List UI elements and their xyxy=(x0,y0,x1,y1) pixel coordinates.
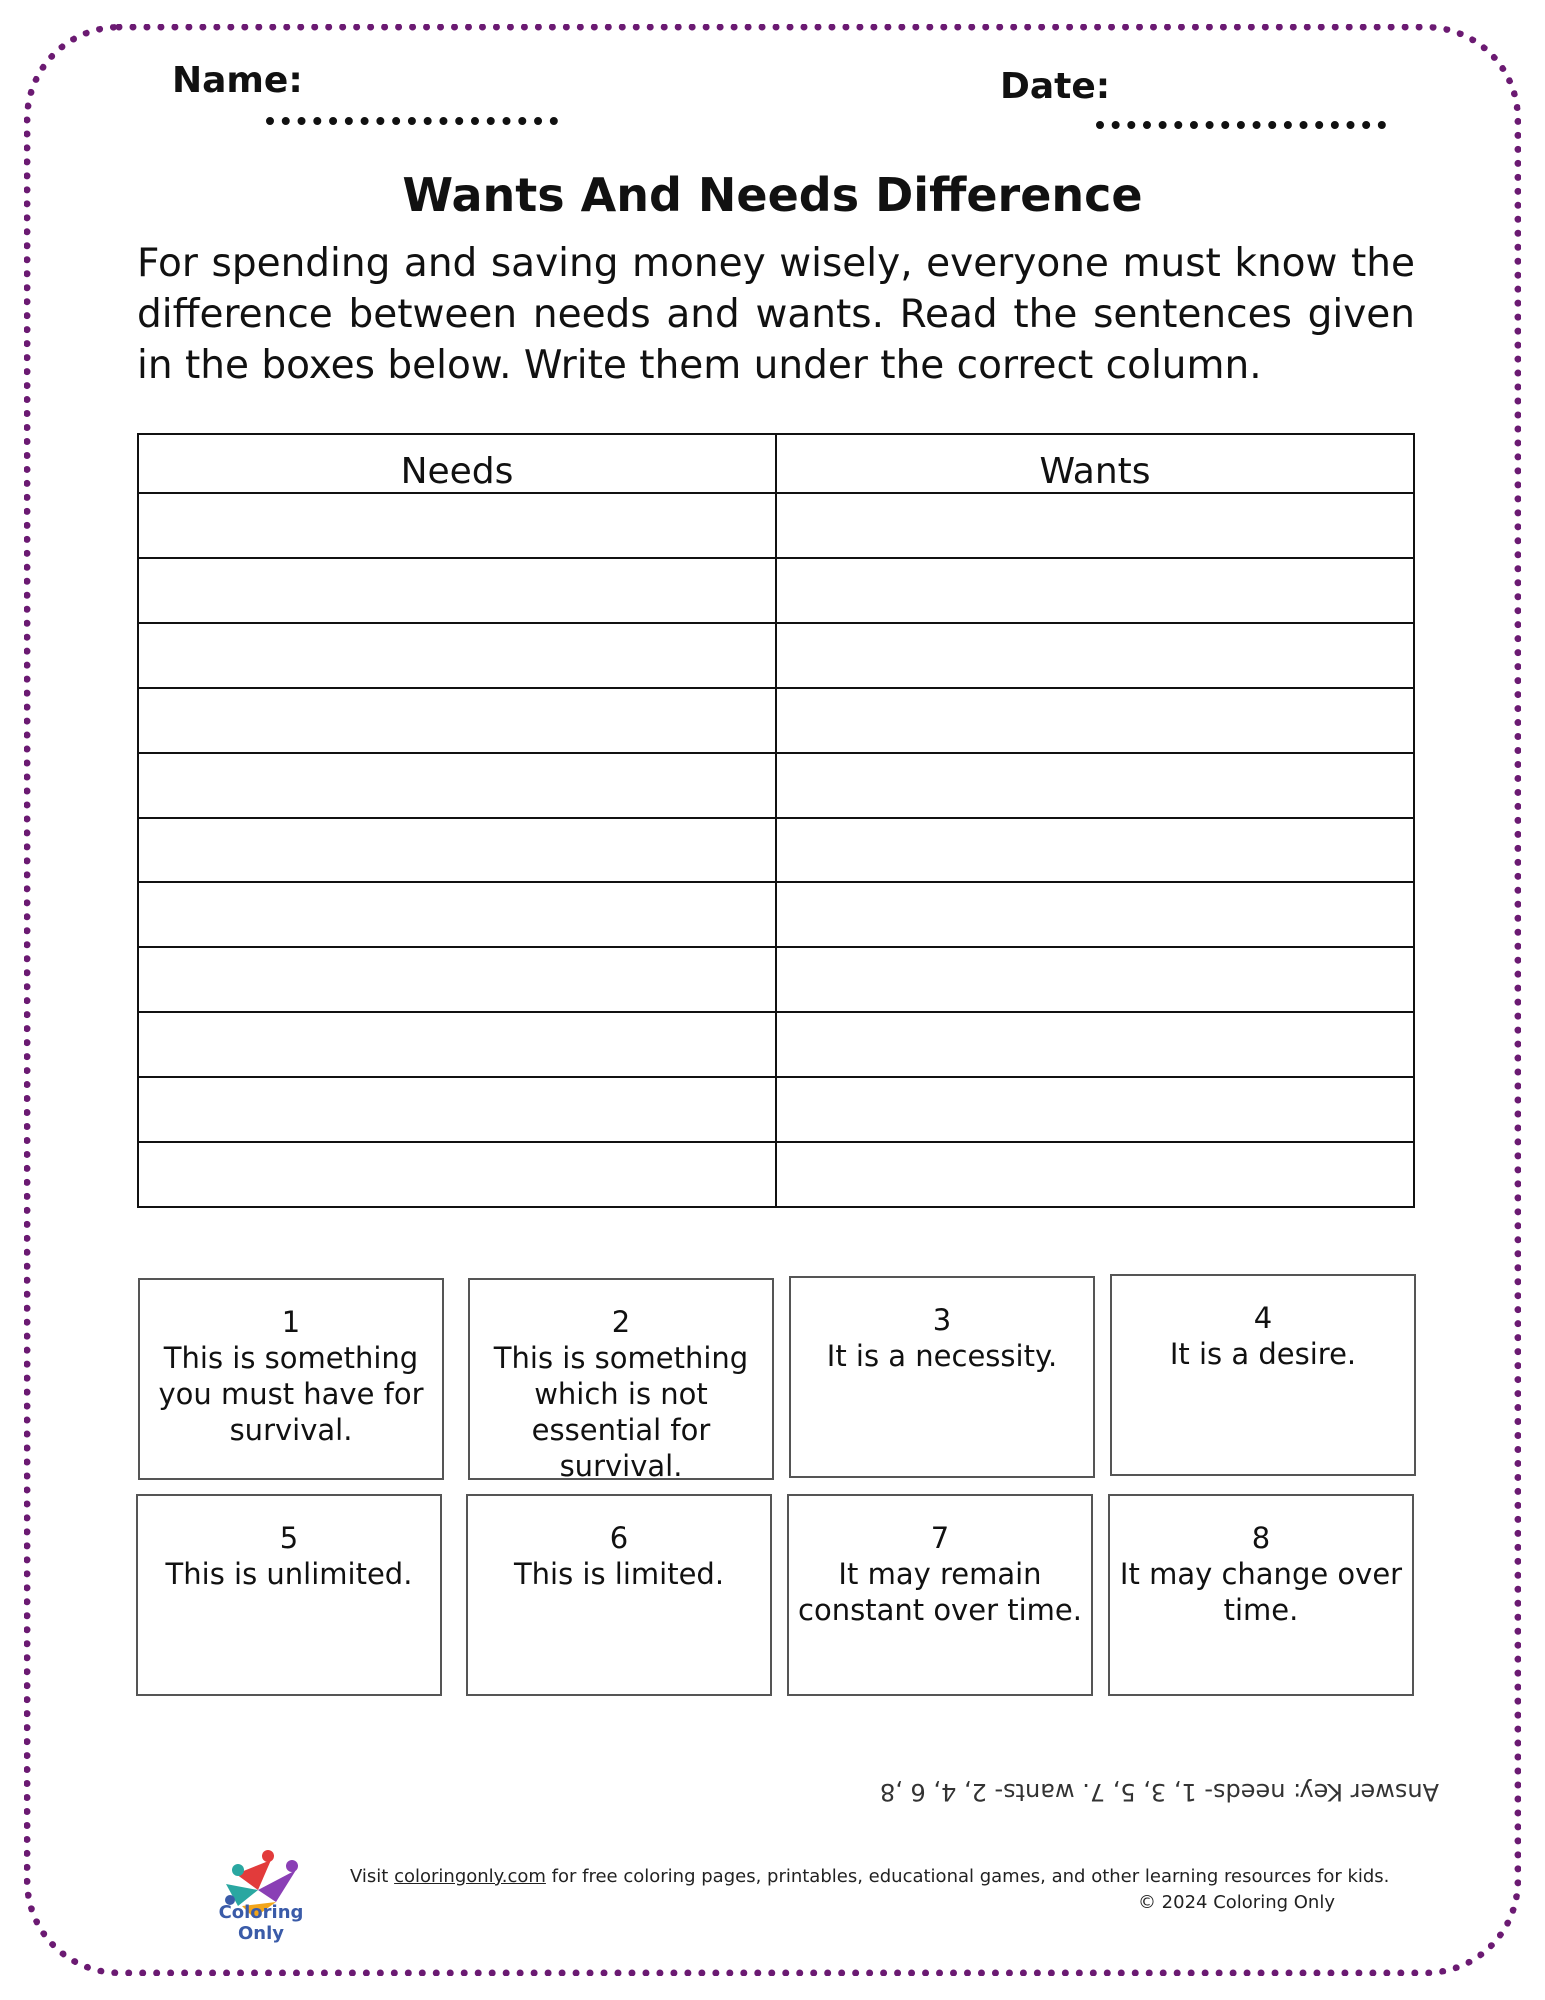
needs-cell[interactable] xyxy=(138,493,776,558)
wants-header: Wants xyxy=(776,434,1414,493)
card-number: 1 xyxy=(281,1305,301,1339)
needs-cell[interactable] xyxy=(138,753,776,818)
table-row xyxy=(138,1077,1414,1142)
card-text: It may change over time. xyxy=(1119,1557,1403,1627)
card-text: It may remain constant over time. xyxy=(798,1557,1082,1627)
instructions: For spending and saving money wisely, everyone must know the difference between needs and wants. Read the sentences given in the boxes below. Write them under the correct column. xyxy=(137,241,1415,388)
logo-text: Coloring Only xyxy=(218,1902,304,1944)
page-title: Wants And Needs Difference xyxy=(402,168,1143,222)
wants-cell[interactable] xyxy=(776,1012,1414,1077)
answer-key: Answer Key: needs- 1, 3, 5, 7. wants- 2, 4, 6 ,8 xyxy=(880,1778,1439,1806)
needs-cell[interactable] xyxy=(138,882,776,947)
needs-cell[interactable] xyxy=(138,558,776,623)
card-number: 8 xyxy=(1251,1521,1271,1555)
sentence-card-7 xyxy=(787,1494,1093,1696)
table-body xyxy=(138,493,1414,1207)
sentence-card-1 xyxy=(138,1278,444,1480)
footer-visit-suffix: for free coloring pages, printables, educational games, and other learning resources for kids. xyxy=(551,1866,1390,1887)
wants-cell[interactable] xyxy=(776,558,1414,623)
table-row xyxy=(138,947,1414,1012)
card-text: This is something which is not essential for survival. xyxy=(493,1341,749,1483)
needs-cell[interactable] xyxy=(138,1077,776,1142)
card-text: It is a necessity. xyxy=(826,1339,1058,1373)
name-line xyxy=(266,117,558,125)
footer-visit-prefix: Visit xyxy=(350,1866,389,1887)
card-text: This is something you must have for survival. xyxy=(158,1341,424,1447)
table-row xyxy=(138,493,1414,558)
site-link[interactable]: coloringonly.com xyxy=(394,1866,546,1887)
needs-cell[interactable] xyxy=(138,947,776,1012)
wants-cell[interactable] xyxy=(776,1142,1414,1207)
table-row xyxy=(138,818,1414,883)
table-row xyxy=(138,753,1414,818)
wants-cell[interactable] xyxy=(776,493,1414,558)
table-row xyxy=(138,1012,1414,1077)
date-label: Date: xyxy=(1000,66,1111,107)
name-label: Name: xyxy=(172,60,303,101)
card-number: 4 xyxy=(1253,1301,1273,1335)
card-number: 5 xyxy=(279,1521,299,1555)
wants-cell[interactable] xyxy=(776,753,1414,818)
wants-cell[interactable] xyxy=(776,688,1414,753)
table-row xyxy=(138,882,1414,947)
sorting-table xyxy=(137,433,1415,1208)
wants-cell[interactable] xyxy=(776,1077,1414,1142)
wants-cell[interactable] xyxy=(776,882,1414,947)
needs-cell[interactable] xyxy=(138,1012,776,1077)
sentence-card-4 xyxy=(1110,1274,1416,1476)
sentence-card-3 xyxy=(789,1276,1095,1478)
needs-cell[interactable] xyxy=(138,1142,776,1207)
copyright: © 2024 Coloring Only xyxy=(1137,1892,1335,1913)
needs-cell[interactable] xyxy=(138,623,776,688)
needs-cell[interactable] xyxy=(138,818,776,883)
table-row xyxy=(138,623,1414,688)
sentence-card-6 xyxy=(466,1494,772,1696)
table-row xyxy=(138,1142,1414,1207)
footer-visit-text xyxy=(350,1866,1389,1887)
wants-cell[interactable] xyxy=(776,623,1414,688)
card-number: 7 xyxy=(930,1521,950,1555)
wants-cell[interactable] xyxy=(776,947,1414,1012)
card-number: 6 xyxy=(609,1521,629,1555)
needs-cell[interactable] xyxy=(138,688,776,753)
card-text: This is limited. xyxy=(513,1557,725,1591)
sentence-card-2 xyxy=(468,1278,774,1483)
card-number: 3 xyxy=(932,1303,952,1337)
table-row xyxy=(138,688,1414,753)
needs-header: Needs xyxy=(138,434,776,493)
card-number: 2 xyxy=(611,1305,631,1339)
table-row xyxy=(138,558,1414,623)
wants-cell[interactable] xyxy=(776,818,1414,883)
sentence-card-5 xyxy=(136,1494,442,1696)
sentence-card-8 xyxy=(1108,1494,1414,1696)
card-text: This is unlimited. xyxy=(165,1557,413,1591)
card-text: It is a desire. xyxy=(1169,1337,1357,1371)
date-line xyxy=(1096,121,1386,129)
